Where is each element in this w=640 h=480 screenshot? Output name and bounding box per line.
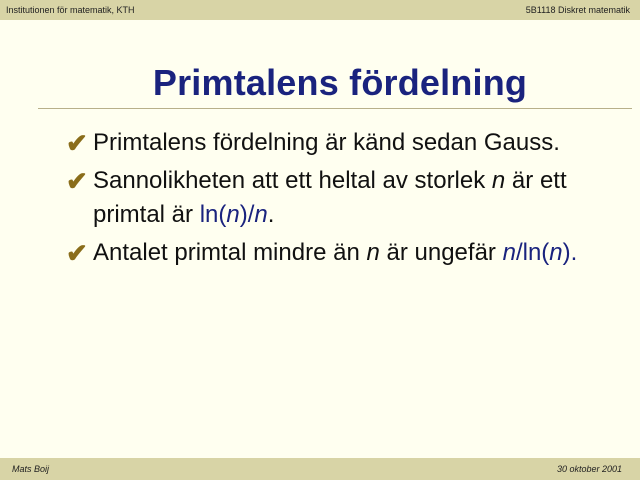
header-bar (0, 0, 640, 20)
footer-bar (0, 458, 640, 480)
title-divider (38, 108, 632, 109)
bullet-text-prefix: Antalet primtal mindre än (93, 239, 367, 266)
check-icon: ✔ (66, 238, 88, 268)
header-right-text: 5B1118 Diskret matematik (525, 5, 630, 15)
variable-n: n (366, 239, 380, 266)
header-left-text: Institutionen för matematik, KTH (6, 5, 135, 15)
bullet-text-prefix: Sannolikheten att ett heltal av storlek (93, 167, 492, 194)
close-text: ). (562, 239, 578, 266)
ln-function: ln( (199, 201, 227, 228)
ln-function: /ln( (515, 239, 550, 266)
footer-date: 30 oktober 2001 (556, 464, 622, 474)
variable-n: n (491, 167, 506, 194)
check-icon: ✔ (66, 166, 88, 196)
slide-title: Primtalens fördelning (152, 62, 528, 103)
bullet-item-3 (66, 236, 626, 270)
bullet-list (66, 126, 626, 274)
footer-author: Mats Boij (12, 464, 50, 474)
variable-n: n (226, 201, 240, 228)
variable-n: n (254, 201, 268, 228)
slash-text: )/ (239, 201, 255, 228)
variable-n: n (549, 239, 563, 266)
bullet-text-mid: är ungefär (379, 239, 503, 266)
check-icon: ✔ (66, 128, 88, 158)
bullet-item-1 (66, 126, 626, 160)
bullet-item-2 (66, 164, 626, 232)
variable-n: n (502, 239, 516, 266)
bullet-text: Primtalens fördelning är känd sedan Gauss. (93, 129, 560, 156)
bullet-text-mid: är ett primtal är (93, 167, 567, 228)
period: . (267, 201, 275, 228)
